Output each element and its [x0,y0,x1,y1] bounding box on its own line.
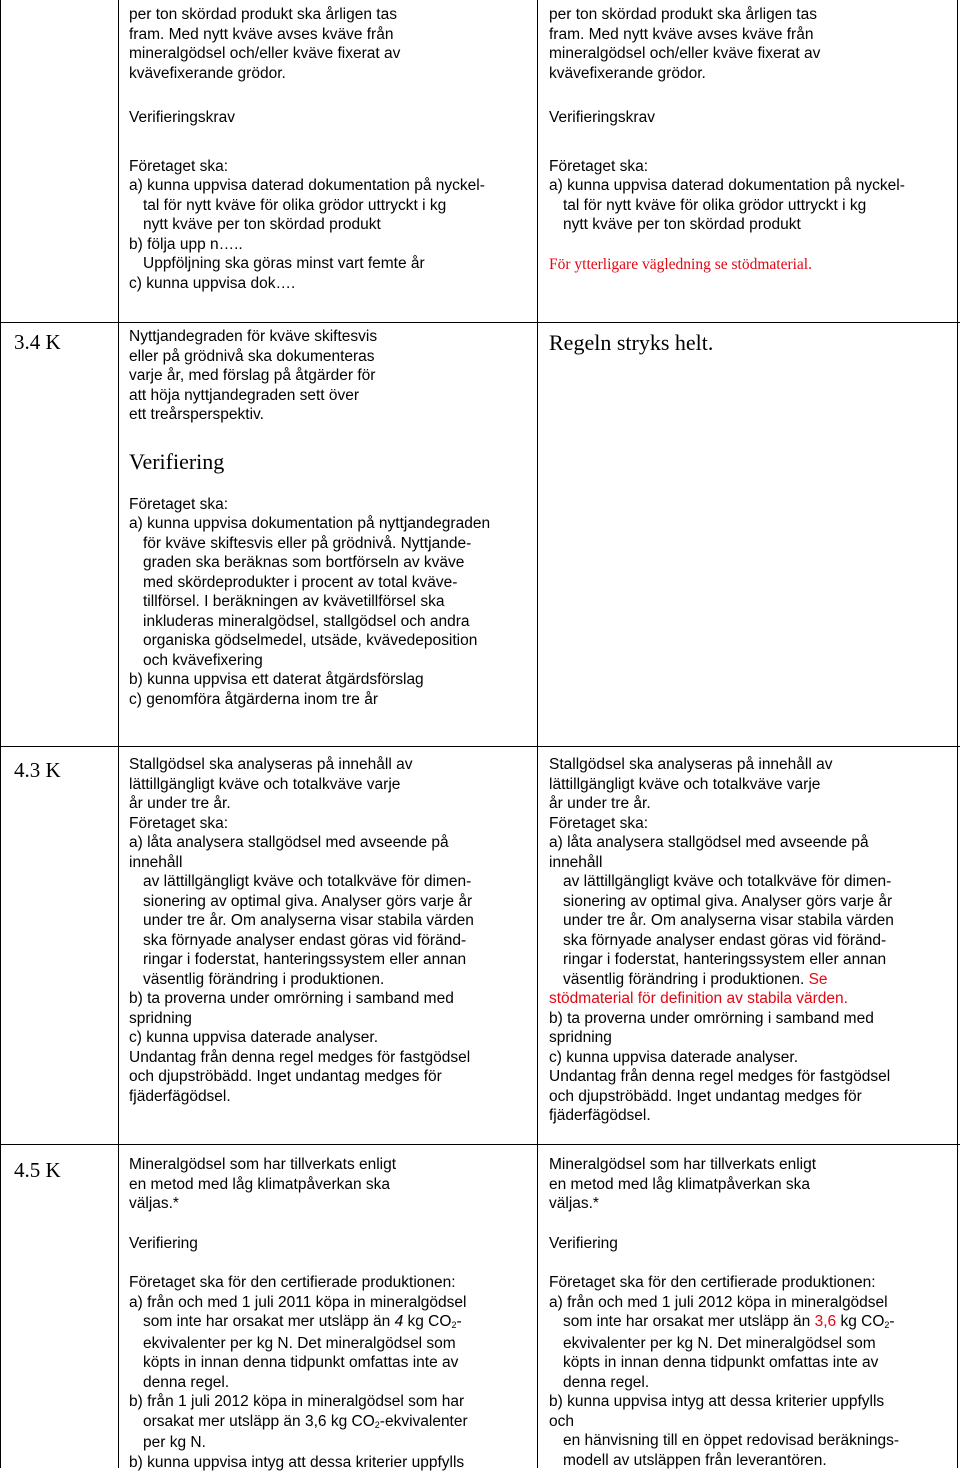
top-left-cell: per ton skördad produkt ska årligen tas fram. Med nytt kväve avses kväve från mineralgödsel och/eller kväve fixerat av kvävefixerande grödor. Verifieringskrav Företaget ska: a) kunna uppvisa daterad dokumentation på nyckel- tal för nytt kväve för olika grödor uttryckt i kg nytt kväve per ton skördad produkt b) följa upp n….. Uppföljning ska göras minst vart femte år c) kunna uppvisa dok…. [129,5,529,293]
rule-id-4-5: 4.5 K [14,1158,61,1182]
company-must: Företaget ska: [129,157,229,175]
company-must: Företaget ska: [129,814,229,832]
rule-struck-text: Regeln stryks helt. [549,330,714,355]
row-line-2 [0,746,960,747]
r34-right-cell [549,330,949,356]
verif-heading: Verifiering [129,1234,198,1252]
company-must: Företaget ska: [549,157,649,175]
col-line-mid1 [118,0,119,1468]
r43-left-cell: Stallgödsel ska analyseras på innehåll av lättillgängligt kväve och totalkväve varje år under tre år. Företaget ska: a) låta analysera stallgödsel med avseende på innehåll av lättillgängligt kväve och totalkväve för dimen- sionering av optimal giva. Analyser görs varje år under tre år. Om analyserna visar stabila värden ska förnyade analyser endast göras vid föränd- ringar i foderstat, hanteringssystem eller annan väsentlig förändring i produktionen. b) ta proverna under omrörning i samband med spridning c) kunna uppvisa daterade analyser. Undantag från denna regel medges för fastgödsel och djupströbädd. Inget undantag medges för fjäderfägödsel. [129,755,529,1106]
top-right-cell: per ton skördad produkt ska årligen tas fram. Med nytt kväve avses kväve från mineralgödsel och/eller kväve fixerat av kvävefixerande grödor. Verifieringskrav Företaget ska: a) kunna uppvisa daterad dokumentation på nyckel- tal för nytt kväve för olika grödor uttryckt i kg nytt kväve per ton skördad produkt För ytterligare vägledning se stödmaterial. [549,5,949,274]
verif-heading: Verifiering [549,1234,618,1252]
row-line-3 [0,1144,960,1145]
r45-left-cell: Mineralgödsel som har tillverkats enligt en metod med låg klimatpåverkan ska väljas.* Verifiering Företaget ska för den certifierade produktionen: a) från och med 1 juli 2011 köpa in mineralgödsel som inte har orsakat mer utsläpp än 4 kg $CO_2-$ ekvivalenter per kg N. Det mineralgödsel som köpts in innan denna tidpunkt omfattas inte av denna regel. b) från 1 juli 2012 köpa in mineralgödsel som har orsakat mer utsläpp än 3,6 kg $CO_2$-ekvivalenter per kg N. b) kunna uppvisa intyg att dessa kriterier uppfylls [129,1155,529,1472]
company-must: Företaget ska för den certifierade produktionen: [549,1274,876,1291]
verif-heading: Verifieringskrav [549,109,655,126]
r43-right-cell: Stallgödsel ska analyseras på innehåll av lättillgängligt kväve och totalkväve varje år under tre år. Företaget ska: a) låta analysera stallgödsel med avseende på innehåll av lättillgängligt kväve och totalkväve för dimen- sionering av optimal giva. Analyser görs varje år under tre år. Om analyserna visar stabila värden ska förnyade analyser endast göras vid föränd- ringar i foderstat, hanteringssystem eller annan väsentlig förändring i produktionen. Se stödmaterial för definition av stabila värden. b) ta proverna under omrörning i samband med spridning c) kunna uppvisa daterade analyser. Undantag från denna regel medges för fastgödsel och djupströbädd. Inget undantag medges för fjäderfägödsel. [549,755,949,1126]
company-must: Företaget ska: [129,495,229,513]
verif-heading: Verifiering [129,448,225,474]
stable-values-note-cont: stödmaterial för definition av stabila värden. [549,990,848,1007]
col-line-right [957,0,958,1468]
emission-limit: 3,6 [814,1313,837,1330]
stable-values-note: Se [804,970,828,988]
verif-heading: Verifieringskrav [129,109,235,126]
row-line-1 [0,322,960,323]
rule-id-3-4: 3.4 K [14,330,61,354]
r45-right-cell: Mineralgödsel som har tillverkats enligt en metod med låg klimatpåverkan ska väljas.* Verifiering Företaget ska för den certifierade produktionen: a) från och med 1 juli 2012 köpa in mineralgödsel som inte har orsakat mer utsläpp än 3,6 kg $CO_2-$ ekvivalenter per kg N. Det mineralgödsel som köpts in innan denna tidpunkt omfattas inte av denna regel. b) kunna uppvisa intyg att dessa kriterier uppfylls och en hänvisning till en öppet redovisad beräknings- modell av utsläppen från leverantören. [549,1155,949,1470]
rule-id-4-3: 4.3 K [14,758,61,782]
company-must: Företaget ska för den certifierade produktionen: [129,1274,456,1291]
company-must: Företaget ska: [549,814,649,832]
col-line-mid2 [537,0,538,1468]
col-line-left [0,0,1,1468]
guidance-note: För ytterligare vägledning se stödmaterial. [549,255,812,273]
r34-left-cell: Nyttjandegraden för kväve skiftesvis eller på grödnivå ska dokumenteras varje år, med förslag på åtgärder för att höja nyttjandegraden sett över ett treårsperspektiv. Verifiering Företaget ska: a) kunna uppvisa dokumentation på nyttjandegraden för kväve skiftesvis eller på grödnivå. Nyttjande- graden ska beräknas som bortförseln av kväve med skördeprodukter i procent av total kväve- tillförsel. I beräkningen av kvävetillförsel ska inkluderas mineralgödsel, stallgödsel och andra organiska gödselmedel, utsäde, kvävedeposition och kvävefixering b) kunna uppvisa ett daterat åtgärdsförslag c) genomföra åtgärderna inom tre år [129,327,529,709]
